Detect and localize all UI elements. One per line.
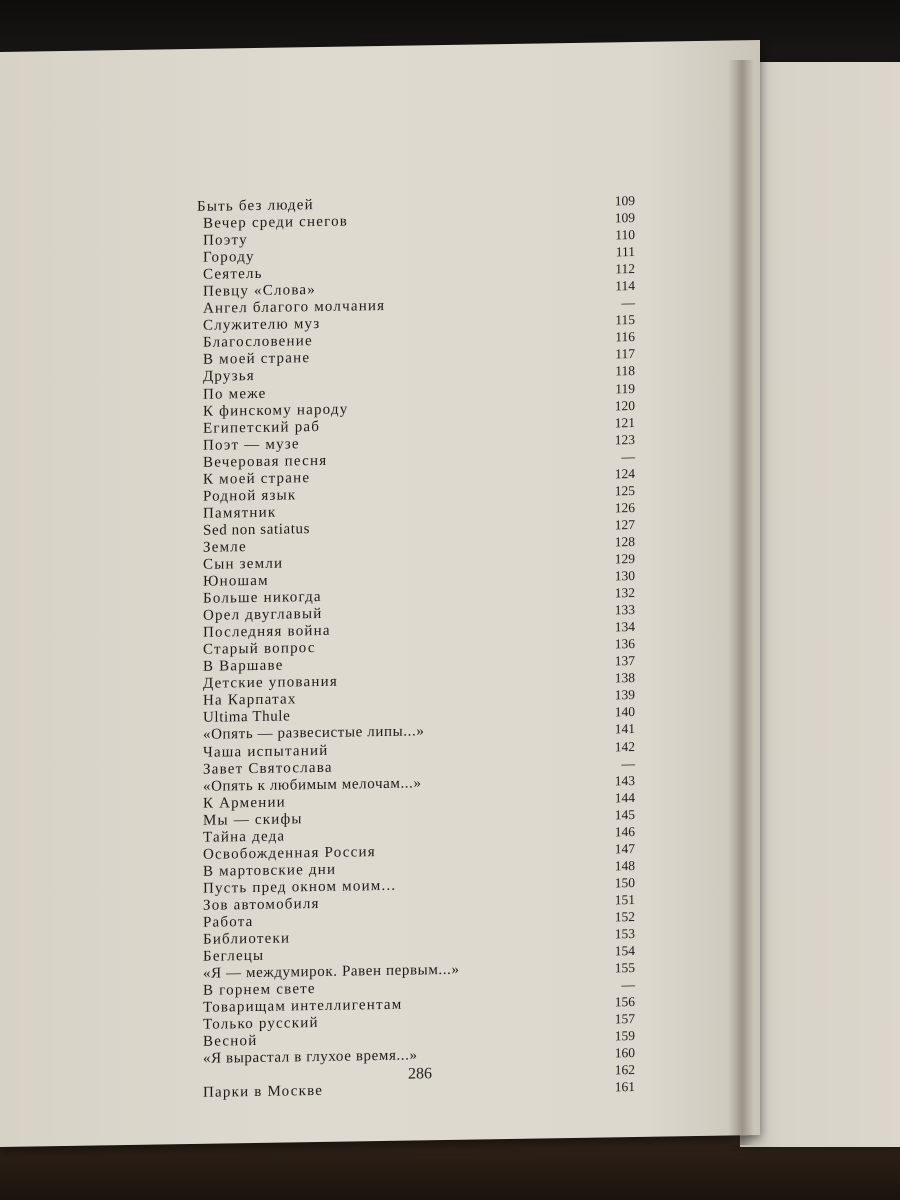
toc-entry-title: Египетский раб [203,418,321,437]
toc-entry-title: Чаша испытаний [203,742,329,761]
toc-entry-title: К моей стране [203,469,311,488]
toc-entry-title: Поэт — музе [203,435,300,454]
toc-entry-title: Пусть пред окном моим... [203,877,397,897]
toc-entry-page: 152 [614,908,635,925]
toc-entry-page: 157 [614,1011,635,1027]
toc-entry-title: Вечеровая песня [203,452,328,471]
toc-entry-page: 115 [615,312,635,328]
toc-entry-title: Городу [203,249,255,266]
toc-entry-page: 153 [614,926,635,942]
toc-entry-title: Весной [203,1033,258,1051]
toc-entry-page: — [621,295,635,311]
toc-entry-title: Работа [203,913,254,931]
toc-entry-title: Сеятель [203,266,263,283]
toc-entry-title: По меже [203,385,267,403]
toc-entry-page: 132 [614,585,635,601]
toc-entry-page: 128 [614,533,635,550]
toc-entry-page: 114 [615,278,635,294]
toc-entry-page: 136 [614,636,635,652]
toc-entry-page: 156 [614,994,635,1010]
toc-entry-title: На Карпатах [203,691,297,710]
toc-entry-title: Памятник [203,504,277,522]
toc-entry-page: — [621,755,635,771]
toc-entry-title: К Армении [203,794,286,812]
toc-entry-page: 137 [614,653,635,669]
toc-entry-title: Только русский [203,1015,319,1034]
toc-entry-page: 155 [614,960,635,976]
toc-entry-page: 140 [614,704,635,720]
toc-entry-page: 141 [614,721,635,737]
toc-entry-title: Детские упования [203,674,338,693]
toc-entry-page: 154 [614,943,635,959]
toc-entry-page: 161 [614,1079,635,1095]
page-number: 286 [408,1065,432,1083]
toc-entry-title: Тайна деда [203,828,286,846]
toc-entry-title: Товарищам интеллигентам [203,996,403,1017]
toc-entry-page: 127 [614,516,635,533]
toc-entry-page: 125 [614,482,635,499]
toc-entry-title: Быть без людей [197,197,314,215]
toc-entry-page: 111 [615,244,635,260]
toc-entry-page: 148 [614,857,635,874]
toc-entry-title: Друзья [203,368,255,386]
toc-entry-page: 138 [614,670,635,686]
toc-entry-page: 129 [614,551,635,567]
toc-entry-title: Sed non satiatus [203,521,311,539]
toc-entry-page: — [621,448,635,464]
toc-entry-page: 119 [615,380,635,396]
toc-entry-title: Библиотеки [203,930,291,948]
toc-entry-page: 123 [614,431,635,447]
toc-entry-page: 109 [614,210,635,226]
toc-entry-page: 120 [614,397,635,413]
toc-entry-title: Поэту [203,232,248,249]
toc-entry-page: 116 [615,329,635,345]
toc-entry-title: Освобожденная Россия [203,843,376,863]
toc-entry-title: Орел двуглавый [203,606,323,624]
toc-entry-title: Последняя война [203,622,331,641]
toc-entry-title: Беглецы [203,947,265,965]
toc-entry-page: 126 [614,499,635,516]
right-page [740,62,900,1147]
toc-entry-page: 159 [614,1028,635,1044]
toc-entry-title: Ангел благого молчания [203,298,386,318]
toc-entry-page: 147 [614,840,635,857]
toc-entry-page: 144 [614,789,635,805]
toc-entry-page: 112 [615,261,635,277]
toc-entry-page: 139 [614,687,635,703]
toc-entry-page: 150 [614,874,635,891]
toc-entry-page: 124 [614,465,635,482]
toc-entry-page: 118 [615,363,635,379]
toc-entry-title: Земле [203,539,247,556]
toc-entry-page: 109 [614,193,635,209]
toc-entry-page: 145 [614,806,635,823]
toc-entry-title: В мартовские дни [203,861,337,880]
toc-entry-title: «Опять — развесистые липы...» [203,723,425,744]
toc-entry-title: Сын земли [203,555,284,573]
toc-trailing-page: 162 [614,1062,635,1078]
toc-entry-title: «Я — междумирок. Равен первым...» [203,961,460,982]
toc-entry-page: 110 [615,227,635,243]
book-gutter [728,60,754,1145]
toc-entry-title: Старый вопрос [203,640,316,659]
toc-entry-page: — [621,977,635,993]
toc-entry-title: В моей стране [203,350,311,369]
toc-entry-title: «Я вырастал в глухое время...» [203,1047,418,1068]
toc-entry-title: Юношам [203,572,269,590]
toc-entry-title: Благословение [203,333,313,352]
toc-entry-title: Завет Святослава [203,759,333,778]
toc-entry-page: 146 [614,823,635,840]
toc-entry-title: Служителю муз [203,316,321,335]
toc-entry-title: Певцу «Слова» [203,282,316,301]
toc-entry-page: 142 [614,738,635,754]
toc-entry-title: В горнем свете [203,981,316,999]
toc-entry-page: 143 [614,772,635,788]
toc-entry-title: Больше никогда [203,589,322,607]
toc-entry-title: «Опять к любимым мелочам...» [203,774,422,795]
toc-entry-page: 117 [615,346,635,362]
toc-entry-title: Вечер среди снегов [203,213,349,232]
toc-entry-page: 121 [614,414,635,430]
toc-entry-title: Зов автомобиля [203,895,320,914]
toc-entry-title: Мы — скифы [203,810,303,829]
table-of-contents [197,192,637,1102]
toc-entry-title: Парки в Москве [203,1083,324,1102]
left-page [0,40,760,1147]
toc-entry-title: В Варшаве [203,657,284,676]
toc-entry-title: Родной язык [203,487,297,505]
toc-entry-title: К финскому народу [203,401,349,420]
toc-entry-page: 133 [614,602,635,618]
toc-entry-page: 151 [614,891,635,908]
toc-entry-page: 134 [614,619,635,635]
toc-entry-page: 130 [614,568,635,584]
toc-entry-page: 160 [614,1045,635,1061]
toc-entry-title: Ultima Thule [203,708,291,727]
